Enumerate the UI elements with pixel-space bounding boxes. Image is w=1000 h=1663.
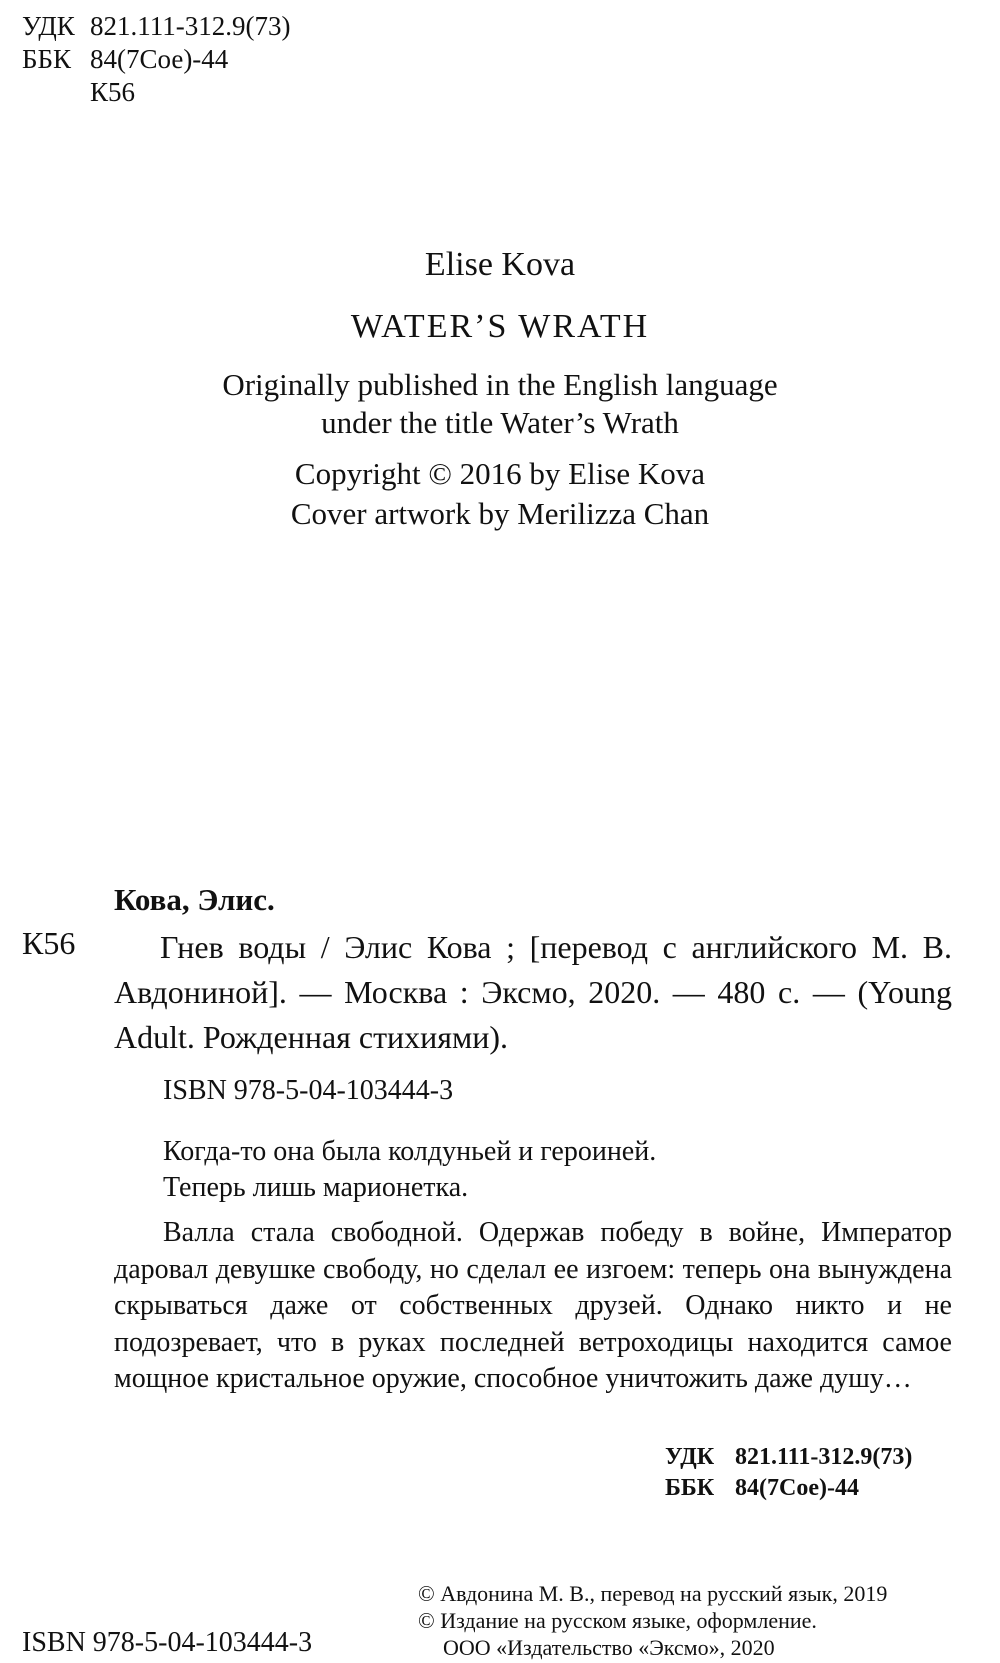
publication-line-1: Originally published in the English language (222, 367, 778, 402)
header-bbk (22, 43, 228, 76)
bbk-label: ББК (22, 44, 72, 74)
isbn-bottom: ISBN 978-5-04-103444-3 (22, 1627, 313, 1658)
translation-copyright: © Авдонина М. В., перевод на русский язык, 2019 (418, 1581, 888, 1606)
annotation-text: Валла стала свободной. Одержав победу в войне, Император даровал девушке свободу, но сделал ее изгоем: теперь она вынуждена скрываться даже от собственных друзей. Однако никто и не подозревает, что в руках последней ветроходицы находится самое мощное кристальное оружие, способное уничтожить даже душу… (114, 1217, 952, 1394)
annotation-tagline (163, 1134, 656, 1206)
classification-udk (665, 1442, 912, 1473)
annotation-line-2: Теперь лишь марионетка. (163, 1172, 469, 1203)
card-author: Кова, Элис. (114, 882, 275, 917)
classification-udk-label: УДК (665, 1444, 715, 1470)
card-author-code: К56 (22, 925, 76, 961)
udk-value: 821.111-312.9(73) (90, 11, 291, 41)
bbk-value: 84(7Сое)-44 (90, 44, 229, 74)
annotation-line-1: Когда-то она была колдуньей и героиней. (163, 1136, 657, 1167)
card-isbn: ISBN 978-5-04-103444-3 (163, 1075, 454, 1106)
classification-bbk (665, 1473, 859, 1504)
annotation-body (114, 1215, 952, 1398)
copyright-notices (418, 1580, 887, 1661)
biblio-text: Гнев воды / Элис Кова ; [перевод с английского М. В. Авдониной]. — Москва : Эксмо, 2020. — 480 с. — (Young Adult. Рожденная стихиями). (114, 929, 952, 1055)
original-title: WATER’S WRATH (350, 308, 650, 345)
original-author: Elise Kova (424, 246, 576, 283)
header-udk (22, 10, 290, 43)
publication-line-2: under the title Water’s Wrath (321, 405, 679, 440)
classification-bbk-label: ББК (665, 1475, 715, 1501)
udk-label: УДК (22, 11, 75, 41)
original-credits (0, 454, 1000, 534)
card-bibliographic-description (114, 925, 952, 1060)
classification-udk-value: 821.111-312.9(73) (735, 1444, 913, 1470)
cover-credit: Cover artwork by Merilizza Chan (290, 496, 710, 531)
header-author-code: К56 (90, 77, 136, 107)
edition-copyright-line-2: ООО «Издательство «Эксмо», 2020 (443, 1635, 775, 1660)
classification-bbk-value: 84(7Сое)-44 (735, 1475, 859, 1501)
original-publication-note (0, 366, 1000, 442)
edition-copyright-line-1: © Издание на русском языке, оформление. (418, 1608, 817, 1633)
original-copyright: Copyright © 2016 by Elise Kova (294, 456, 706, 491)
